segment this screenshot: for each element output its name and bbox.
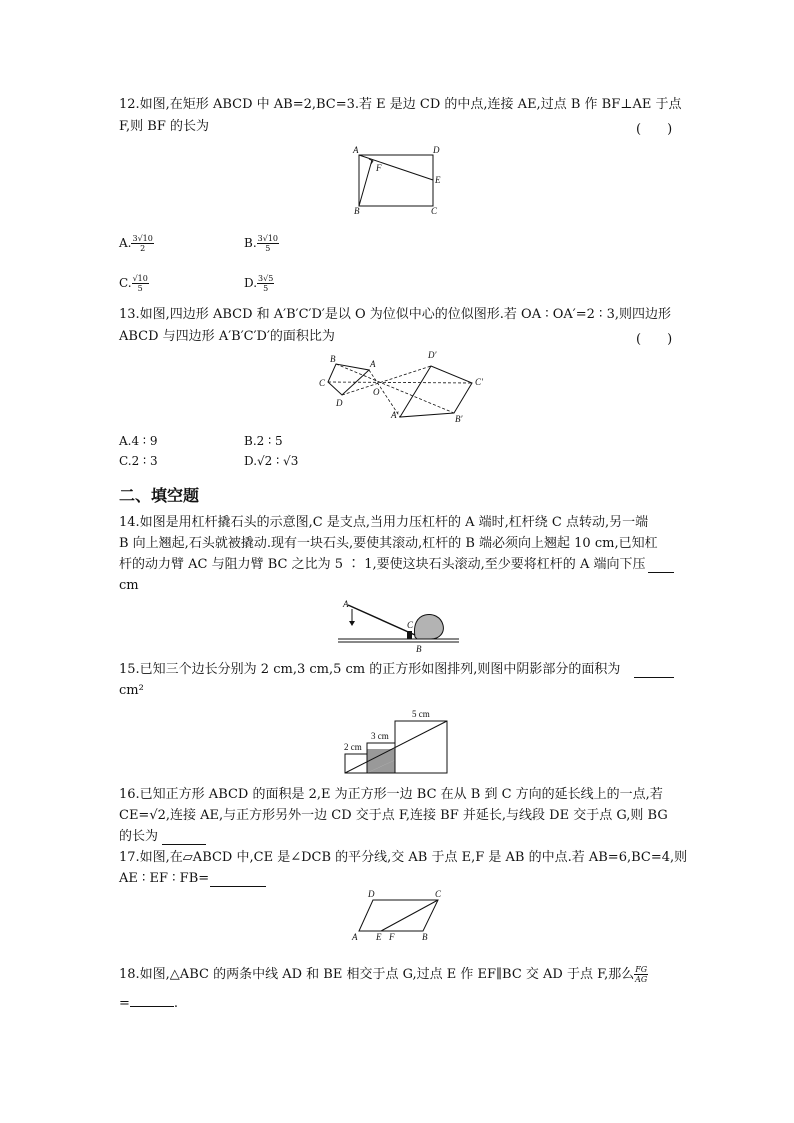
q13-label-d: D [336,398,343,408]
q17-label-c: C [435,889,442,899]
q12-line1: 12.如图,在矩形 ABCD 中 AB=2,BC=3.若 E 是边 CD 的中点,连接 AE,过点 B 作 BF⊥AE 于点 [119,97,682,112]
q12-label-a: A [353,145,359,155]
q12-option-a: A. $\frac{3√10}{2}$ [119,234,153,253]
q16-line2: CE=√2,连接 AE,与正方形另外一边 CD 交于点 F,连接 BF 并延长,与线段 DE 交于点 G,则 BG [119,808,668,823]
q14-answer-blank [648,560,674,573]
q14-line2: B 向上翘起,石头就被撬动.现有一块石头,要使其滚动,杠杆的 B 端必须向上翘起 10 cm,已知杠 [119,536,658,551]
q17-line2: AE ∶ EF ∶ FB= [119,871,210,886]
q14-label-b: B [416,644,422,654]
q13-label-o: O [373,387,380,397]
q18-answer-blank [130,994,174,1007]
q13-option-b: B.2 ∶ 5 [244,434,283,448]
q13-line1: 13.如图,四边形 ABCD 和 A′B′C′D′是以 O 为位似中心的位似图形.若 OA ∶ OA′=2 ∶ 3,则四边形 [119,307,671,322]
q18-line1-text: 18.如图,△ABC 的两条中线 AD 和 BE 相交于点 G,过点 E 作 EF∥BC 交 AD 于点 F,那么 [119,967,635,982]
q12-label-c: C [431,206,438,216]
q12-option-d: D. $\frac{3√5}{5}$ [244,274,274,293]
q14-line1: 14.如图是用杠杆撬石头的示意图,C 是支点,当用力压杠杆的 A 端时,杠杆绕 C 点转动,另一端 [119,515,649,530]
q14-label-a: A [343,599,349,609]
q12-option-b: B. $\frac{3√10}{5}$ [244,234,279,253]
q12-label-e: E [435,175,441,185]
q13-label-b-prime: B′ [455,414,463,424]
q17-answer-blank [210,874,266,887]
q14-label-c: C [407,620,414,630]
q12-answer-paren: ( ) [636,122,673,137]
q13-option-c: C.2 ∶ 3 [119,454,158,468]
q15-label-3cm: 3 cm [371,731,389,741]
q16-line3: 的长为 [119,829,159,844]
q13-label-c: C [319,378,326,388]
q18-line2: = . [119,996,179,1011]
q15-line2: cm² [119,683,144,698]
q15-line1: 15.已知三个边长分别为 2 cm,3 cm,5 cm 的正方形如图排列,则图中阴影部分的面积为 [119,662,621,677]
q17-label-e: E [376,932,382,942]
q18-line1 [119,965,648,984]
q18-equals: = [119,996,130,1011]
section-heading-fill-in: 二、填空题 [119,486,200,505]
q15-label-2cm: 2 cm [344,742,362,752]
q17-parallelogram-figure [345,889,445,944]
q13-label-a: A [370,359,376,369]
q16-answer-blank [162,832,206,845]
q14-line3: 杆的动力臂 AC 与阻力臂 BC 之比为 5 ∶ 1,要使这块石头滚动,至少要将杠杆的 A 端向下压 [119,557,646,572]
q12-label-f: F [376,163,382,173]
q13-label-a-prime: A′ [391,410,399,420]
q17-label-f: F [389,932,395,942]
q12-label-d: D [433,145,440,155]
q17-label-b: B [422,932,428,942]
q13-label-b: B [330,354,336,364]
q13-similarity-figure [305,348,495,428]
q13-option-a: A.4 ∶ 9 [119,434,158,448]
q13-option-d: D.√2 ∶ √3 [244,454,299,468]
q13-label-d-prime: D′ [428,350,437,360]
q17-line1: 17.如图,在▱ABCD 中,CE 是∠DCB 的平分线,交 AB 于点 E,F 是 AB 的中点.若 AB=6,BC=4,则 [119,850,688,865]
q18-fraction: $\frac{FG}{AG}$ [635,965,648,984]
q13-line2: ABCD 与四边形 A′B′C′D′的面积比为 [119,329,335,344]
q17-label-d: D [368,889,375,899]
q12-rectangle-figure [345,143,445,218]
q14-line4: cm [119,578,139,593]
q13-answer-paren: ( ) [636,332,673,347]
q15-squares-figure [340,706,460,776]
q13-label-c-prime: C′ [475,377,483,387]
q12-line2: F,则 BF 的长为 [119,119,209,134]
q12-label-b: B [354,206,360,216]
q14-lever-figure [335,595,465,655]
q16-line1: 16.已知正方形 ABCD 的面积是 2,E 为正方形一边 BC 在从 B 到 C 方向的延长线上的一点,若 [119,787,663,802]
q12-option-c: C. $\frac{√10}{5}$ [119,274,148,293]
q15-label-5cm: 5 cm [412,709,430,719]
q15-answer-blank [634,665,674,678]
q17-label-a: A [352,932,358,942]
